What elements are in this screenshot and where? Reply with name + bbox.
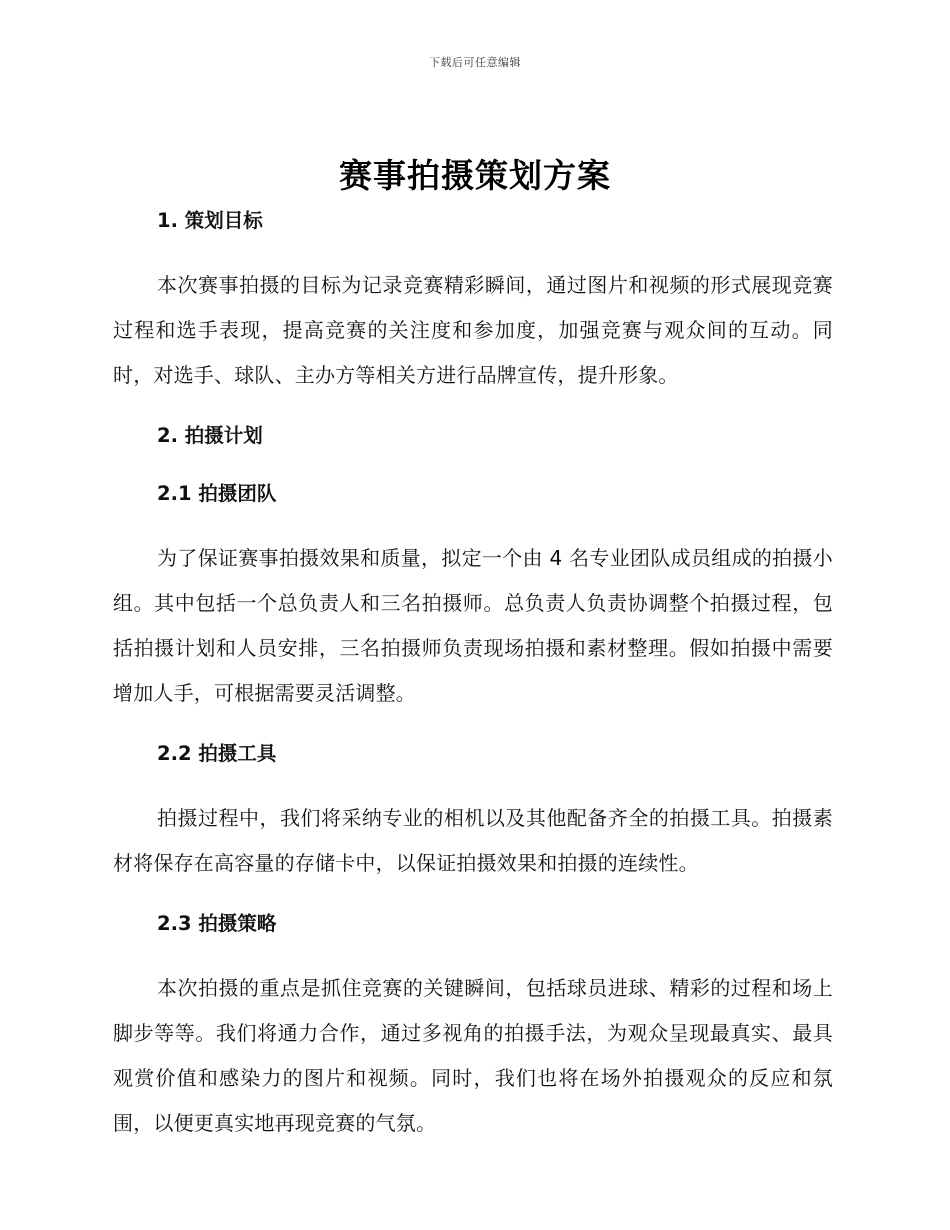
- section-paragraph-team: 为了保证赛事拍摄效果和质量，拟定一个由 4 名专业团队成员组成的拍摄小组。其中包括一个总负责人和三名拍摄师。总负责人负责协调整个拍摄过程，包括拍摄计划和人员安排，三名拍摄师负责现场拍摄和素材整理。假如拍摄中需要增加人手，可根据需要灵活调整。: [113, 546, 833, 705]
- header-note: 下载后可任意编辑: [429, 56, 521, 69]
- section-heading-team: 2.1 拍摄团队: [157, 482, 277, 505]
- document-body: [113, 205, 833, 1146]
- section-paragraph-goal: 本次赛事拍摄的目标为记录竞赛精彩瞬间，通过图片和视频的形式展现竞赛过程和选手表现，提高竞赛的关注度和参加度，加强竞赛与观众间的互动。同时，对选手、球队、主办方等相关方进行品牌宣传，提升形象。: [113, 273, 833, 387]
- section-heading-strategy: 2.3 拍摄策略: [157, 912, 277, 935]
- section-heading-tools: 2.2 拍摄工具: [157, 742, 277, 765]
- section-paragraph-tools: 拍摄过程中，我们将采纳专业的相机以及其他配备齐全的拍摄工具。拍摄素材将保存在高容量的存储卡中，以保证拍摄效果和拍摄的连续性。: [113, 806, 833, 875]
- section-heading-goal: 1. 策划目标: [157, 209, 263, 232]
- section-paragraph-strategy: 本次拍摄的重点是抓住竞赛的关键瞬间，包括球员进球、精彩的过程和场上脚步等等。我们将通力合作，通过多视角的拍摄手法，为观众呈现最真实、最具观赏价值和感染力的图片和视频。同时，我们也将在场外拍摄观众的反应和氛围，以便更真实地再现竞赛的气氛。: [113, 976, 833, 1135]
- document-title: 赛事拍摄策划方案: [339, 156, 611, 195]
- section-heading-plan: 2. 拍摄计划: [157, 424, 263, 447]
